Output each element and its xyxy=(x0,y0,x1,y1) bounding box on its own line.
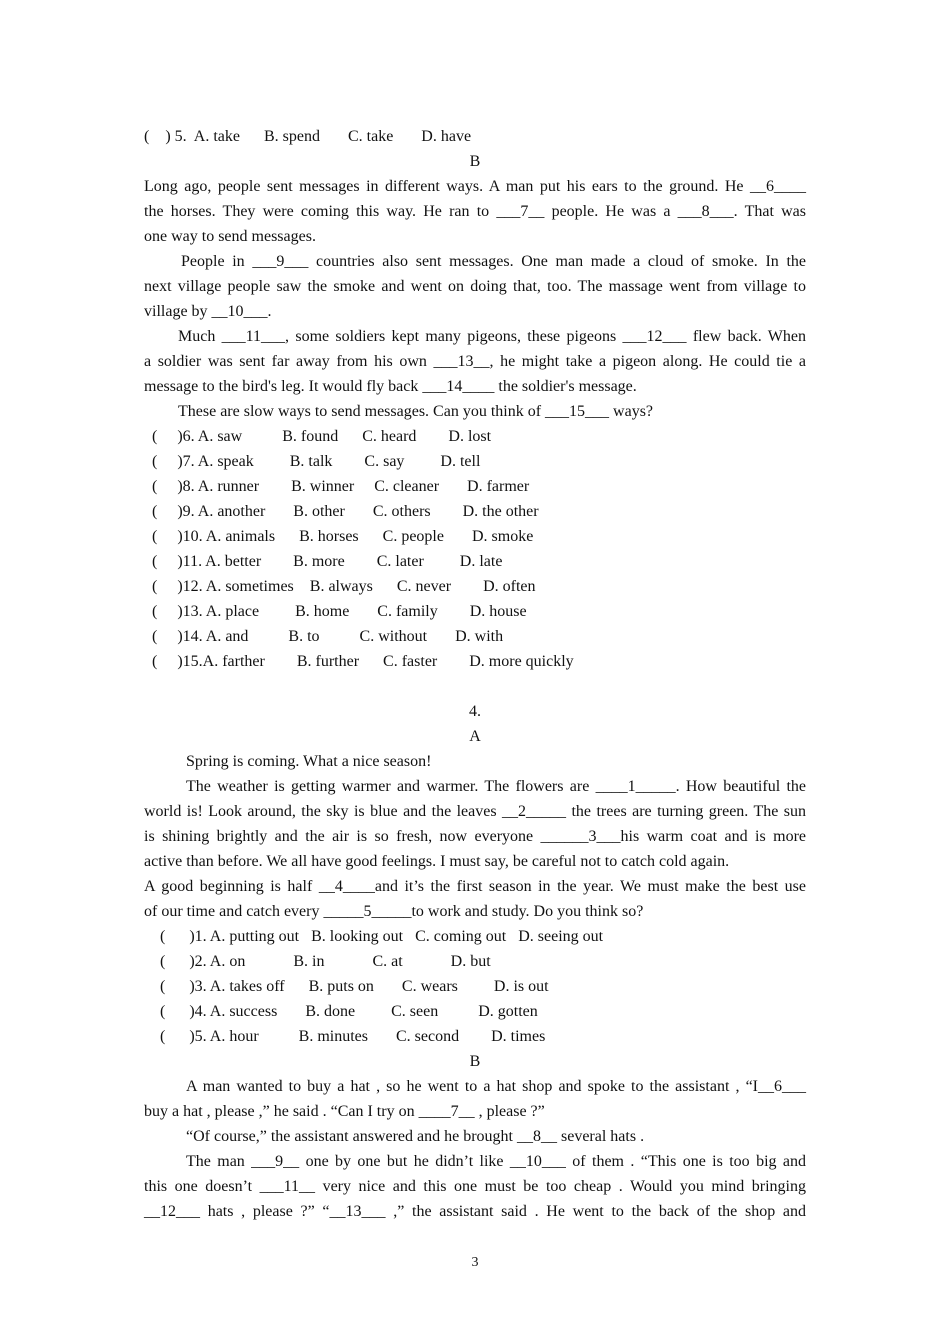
text-line: These are slow ways to send messages. Can you think of ___15___ ways? xyxy=(178,403,654,420)
section-heading: B xyxy=(469,1053,481,1070)
text-line: this one doesn’t ___11__ very nice and this one must be too cheap . Would you mind bringing xyxy=(144,1178,806,1195)
text-line xyxy=(144,674,806,699)
text-line: “Of course,” the assistant answered and he brought __8__ several hats . xyxy=(186,1128,645,1145)
text-line: A man wanted to buy a hat , so he went to a hat shop and spoke to the assistant , “I__6___ xyxy=(186,1078,806,1095)
section-heading: 4. xyxy=(469,703,481,720)
text-line: active than before. We all have good feelings. I must say, be careful not to catch cold again. xyxy=(144,853,730,870)
question-options-line: ( )11. A. better B. more C. later D. late xyxy=(152,553,503,570)
page-number: 3 xyxy=(471,1255,479,1270)
text-line: is shining brightly and the air is so fresh, now everyone ______3___his warm coat and is more xyxy=(144,828,806,845)
text-line: world is! Look around, the sky is blue and the leaves __2_____ the trees are turning green. The sun xyxy=(144,803,806,820)
text-line: village by __10___. xyxy=(144,303,272,320)
question-options-line: ( )4. A. success B. done C. seen D. gotten xyxy=(160,1003,538,1020)
text-line: Much ___11___, some soldiers kept many pigeons, these pigeons ___12___ flew back. When xyxy=(178,328,806,345)
question-options-line: ( )1. A. putting out B. looking out C. coming out D. seeing out xyxy=(160,928,604,945)
section-heading: B xyxy=(469,153,481,170)
question-options-line: ( )6. A. saw B. found C. heard D. lost xyxy=(152,428,492,445)
question-options-line: ( )3. A. takes off B. puts on C. wears D. is out xyxy=(160,978,549,995)
text-line: ( ) 5. A. take B. spend C. take D. have xyxy=(144,128,472,145)
question-options-line: ( )5. A. hour B. minutes C. second D. times xyxy=(160,1028,546,1045)
text-line: the horses. They were coming this way. He ran to ___7__ people. He was a ___8___. That was xyxy=(144,203,806,220)
text-line: message to the bird's leg. It would fly back ___14____ the soldier's message. xyxy=(144,378,637,395)
question-options-line: ( )15.A. farther B. further C. faster D. more quickly xyxy=(152,653,574,670)
question-options-line: ( )10. A. animals B. horses C. people D. smoke xyxy=(152,528,534,545)
question-options-line: ( )9. A. another B. other C. others D. the other xyxy=(152,503,539,520)
text-line: People in ___9___ countries also sent messages. One man made a cloud of smoke. In the xyxy=(181,253,806,270)
text-line: buy a hat , please ,” he said . “Can I try on ____7__ , please ?” xyxy=(144,1103,545,1120)
text-line: Spring is coming. What a nice season! xyxy=(186,753,432,770)
question-options-line: ( )13. A. place B. home C. family D. house xyxy=(152,603,527,620)
text-line: The weather is getting warmer and warmer. The flowers are ____1_____. How beautiful the xyxy=(186,778,806,795)
question-options-line: ( )7. A. speak B. talk C. say D. tell xyxy=(152,453,481,470)
section-heading: A xyxy=(469,728,481,745)
text-line: Long ago, people sent messages in different ways. A man put his ears to the ground. He __6____ xyxy=(144,178,806,195)
question-options-line: ( )14. A. and B. to C. without D. with xyxy=(152,628,504,645)
document-body xyxy=(144,124,806,1224)
text-line: a soldier was sent far away from his own ___13__, he might take a pigeon along. He could tie a xyxy=(144,353,806,370)
text-line: A good beginning is half __4____and it’s the first season in the year. We must make the best use xyxy=(144,878,806,895)
text-line: The man ___9__ one by one but he didn’t like __10___ of them . “This one is too big and xyxy=(186,1153,806,1170)
text-line: of our time and catch every _____5_____to work and study. Do you think so? xyxy=(144,903,644,920)
question-options-line: ( )8. A. runner B. winner C. cleaner D. farmer xyxy=(152,478,530,495)
text-line: __12___ hats , please ?” “__13___ ,” the assistant said . He went to the back of the shop and xyxy=(144,1203,806,1220)
text-line: one way to send messages. xyxy=(144,228,316,245)
question-options-line: ( )12. A. sometimes B. always C. never D. often xyxy=(152,578,536,595)
text-line: next village people saw the smoke and went on doing that, too. The massage went from village to xyxy=(144,278,806,295)
question-options-line: ( )2. A. on B. in C. at D. but xyxy=(160,953,491,970)
